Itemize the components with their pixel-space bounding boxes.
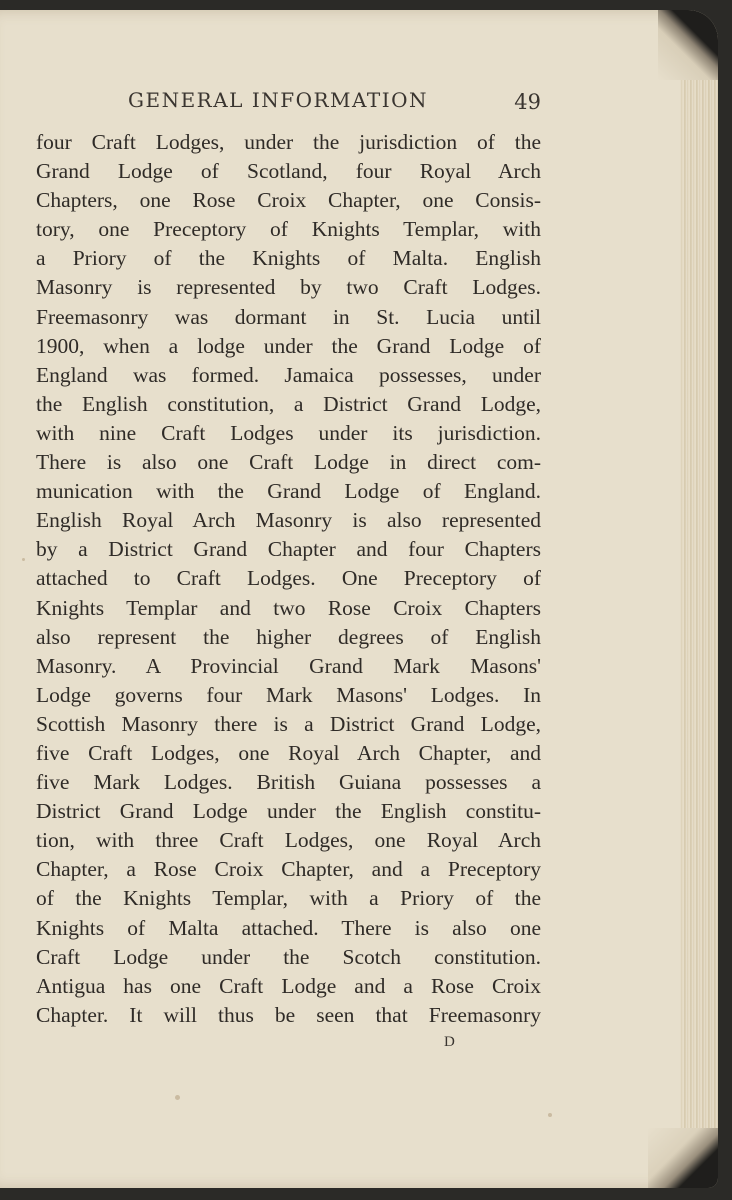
text-line: Masonry. A Provincial Grand Mark Masons' bbox=[36, 653, 541, 678]
text-line: tion, with three Craft Lodges, one Royal Arch bbox=[36, 828, 541, 853]
text-line: attached to Craft Lodges. One Preceptory of bbox=[36, 566, 541, 591]
text-line: with nine Craft Lodges under its jurisdiction. bbox=[36, 420, 541, 445]
text-line: by a District Grand Chapter and four Chapters bbox=[36, 537, 541, 562]
paper-speck bbox=[548, 1113, 552, 1117]
text-line: Grand Lodge of Scotland, four Royal Arch bbox=[36, 159, 541, 184]
body-text bbox=[36, 128, 541, 1030]
paper-speck bbox=[175, 1095, 180, 1100]
text-line: Knights Templar and two Rose Croix Chapters bbox=[36, 595, 541, 620]
text-line: Chapters, one Rose Croix Chapter, one Consis- bbox=[36, 188, 541, 213]
page-edges bbox=[680, 50, 718, 1170]
text-line: of the Knights Templar, with a Priory of the bbox=[36, 886, 541, 911]
text-line: a Priory of the Knights of Malta. English bbox=[36, 246, 541, 271]
running-head-title: GENERAL INFORMATION bbox=[128, 88, 429, 112]
text-line: Freemasonry was dormant in St. Lucia until bbox=[36, 304, 541, 329]
text-line: the English constitution, a District Grand Lodge, bbox=[36, 391, 541, 416]
page-number: 49 bbox=[514, 90, 541, 114]
text-line: Antigua has one Craft Lodge and a Rose Croix bbox=[36, 973, 541, 998]
text-line: Chapter, a Rose Croix Chapter, and a Preceptory bbox=[36, 857, 541, 882]
text-line: 1900, when a lodge under the Grand Lodge of bbox=[36, 333, 541, 358]
running-head bbox=[36, 88, 541, 124]
text-line: also represent the higher degrees of English bbox=[36, 624, 541, 649]
text-line: English Royal Arch Masonry is also represented bbox=[36, 508, 541, 533]
text-line: Lodge governs four Mark Masons' Lodges. In bbox=[36, 682, 541, 707]
text-line: England was formed. Jamaica possesses, under bbox=[36, 362, 541, 387]
text-line: Craft Lodge under the Scotch constitution. bbox=[36, 944, 541, 969]
text-line: tory, one Preceptory of Knights Templar, with bbox=[36, 217, 541, 242]
text-line: five Mark Lodges. British Guiana possesses a bbox=[36, 770, 541, 795]
text-line: Masonry is represented by two Craft Lodges. bbox=[36, 275, 541, 300]
bottom-corner-curl bbox=[648, 1128, 718, 1188]
top-corner-curl bbox=[658, 10, 718, 80]
text-line: five Craft Lodges, one Royal Arch Chapter, and bbox=[36, 740, 541, 765]
text-line: four Craft Lodges, under the jurisdiction of the bbox=[36, 130, 541, 154]
text-line: Knights of Malta attached. There is also one bbox=[36, 915, 541, 940]
text-line: There is also one Craft Lodge in direct com- bbox=[36, 450, 541, 475]
signature-mark: D bbox=[444, 1034, 455, 1050]
text-line: Scottish Masonry there is a District Grand Lodge, bbox=[36, 711, 541, 736]
paper-speck bbox=[22, 558, 25, 561]
text-line: Chapter. It will thus be seen that Freemasonry bbox=[36, 1002, 541, 1027]
text-line: munication with the Grand Lodge of England. bbox=[36, 479, 541, 504]
text-line: District Grand Lodge under the English constitu- bbox=[36, 799, 541, 824]
